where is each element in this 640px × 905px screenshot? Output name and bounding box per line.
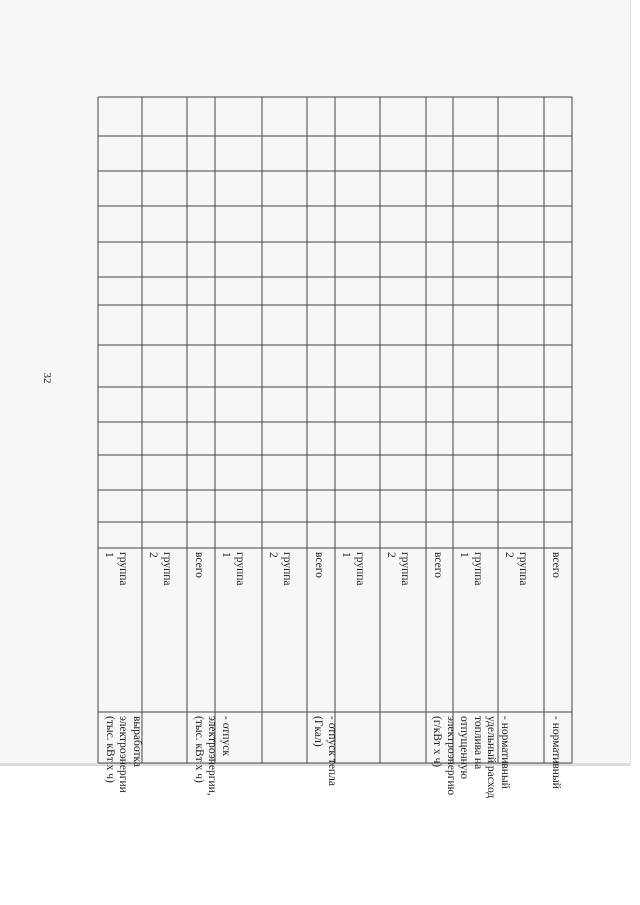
row-group-label-line: - отпуск (219, 716, 232, 756)
row-group-label-line: (Гкал) (312, 716, 325, 747)
sub-row-label-line: 2 (147, 552, 160, 558)
sub-row-label-line: группа (517, 552, 529, 586)
sub-row-label (266, 552, 293, 585)
sub-row-label (219, 552, 246, 585)
row-group-label-line: (тыс. кВт х ч) (192, 716, 205, 783)
row-group-label-line: электроэнергии, (206, 716, 218, 796)
row-group-label-line: электроэнергии (117, 716, 129, 793)
sub-row-label-line: группа (399, 552, 411, 586)
sub-row-label-line: всего (549, 552, 562, 578)
sub-row-label-line: группа (161, 552, 173, 586)
sub-row-label-line: группа (117, 552, 129, 586)
page-number: 32 (41, 372, 53, 384)
row-group-label-line: (г/кВт х ч) (431, 716, 444, 768)
row-group-label-line: - отпуск тепла (326, 716, 338, 786)
row-group-label (430, 716, 511, 798)
sub-row-label-line: 1 (458, 552, 471, 558)
sub-row-label-line: всего (312, 552, 325, 578)
row-group-label-line: электроэнергию (445, 716, 457, 796)
sub-row-label-line: 2 (385, 552, 398, 558)
sub-row-label-line: группа (472, 552, 484, 586)
sub-row-label (146, 552, 173, 585)
row-group-label-line: - нормативный (499, 716, 511, 789)
sub-row-label (311, 552, 325, 578)
row-group-label (311, 716, 338, 786)
sub-row-label-line: 1 (340, 552, 353, 558)
row-group-label (548, 716, 562, 789)
sub-row-label-line: 1 (220, 552, 233, 558)
sub-row-label-line: группа (354, 552, 366, 586)
sub-row-label (430, 552, 444, 578)
sub-row-label-line: группа (281, 552, 293, 586)
sub-row-label (548, 552, 562, 578)
sub-row-label (384, 552, 411, 585)
sub-row-label (339, 552, 366, 585)
row-group-label-line: отпущенную (458, 716, 471, 780)
sub-row-label-line: 2 (503, 552, 516, 558)
row-group-label (191, 716, 232, 796)
sub-row-label (457, 552, 484, 585)
sub-row-label-line: всего (192, 552, 205, 578)
sub-row-label-line: 2 (267, 552, 280, 558)
sub-row-label-line: всего (431, 552, 444, 578)
row-group-label-line: выработка (130, 716, 143, 768)
sub-row-label-line: группа (234, 552, 246, 586)
row-group-label-line: (тыс. кВт х ч) (103, 716, 116, 783)
sub-row-label-line: 1 (103, 552, 116, 558)
row-group-label (102, 716, 143, 793)
sub-row-label (191, 552, 205, 578)
row-group-label-line: - нормативный (549, 716, 562, 789)
row-group-label-line: удельный расход (485, 716, 498, 799)
sub-row-label (502, 552, 529, 585)
sub-row-label (102, 552, 129, 585)
row-group-label-line: топлива на (472, 716, 484, 770)
